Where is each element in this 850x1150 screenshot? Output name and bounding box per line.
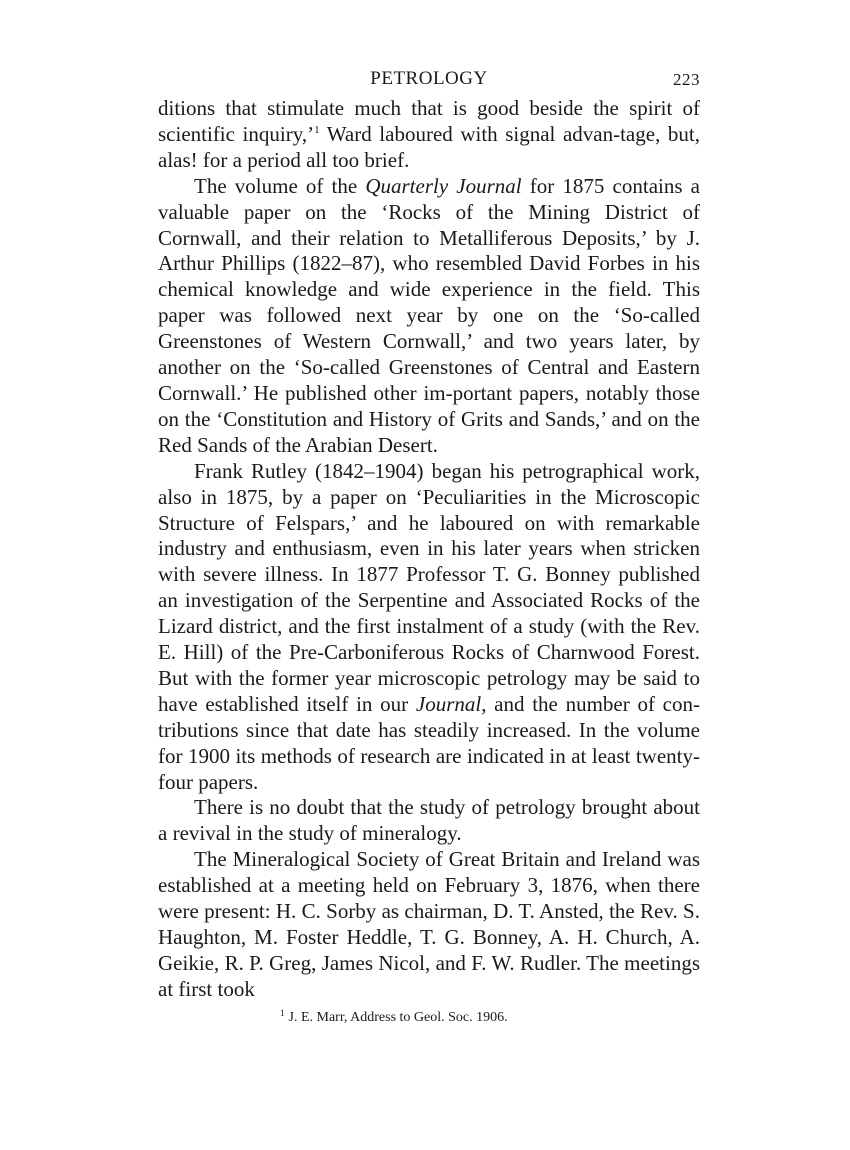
paragraph	[158, 459, 700, 796]
italic-title-text: Journal	[415, 691, 482, 716]
paragraph-text: The Mineralogical Society of Great Britain and Ireland was established at a meeting held on February 3, 1876, when there were present: H. C. Sorby as chairman, D. T. Ansted, the Rev. S. Haughton, M. Foster Heddle, T. G. Bonney, A. H. Church, A. Geikie, R. P. Greg, James Nicol, and F. W. Rudler. The meetings at first took	[158, 847, 700, 1001]
paragraph-text: The volume of the	[194, 173, 366, 198]
footnote-text: J. E. Marr, Address to Geol. Soc. 1906.	[288, 1009, 508, 1025]
footnote-reference: 1	[314, 123, 320, 136]
page-title: PETROLOGY	[370, 68, 488, 89]
book-page	[158, 62, 700, 1027]
paragraph	[158, 795, 700, 847]
paragraph-text: ditions that stimulate much that is good beside the spirit of scientific inquiry,’	[158, 96, 700, 146]
paragraph-text: Frank Rutley (1842–1904) began his petrographical work, also in 1875, by a paper on ‘Peculiarities in the Microscopic Structure of Felspars,’ and he laboured on with remarkable industry and enthusiasm, even in his later years when stricken with severe illness. In 1877 Professor T. G. Bonney published an investigation of the Serpentine and Associated Rocks of the Lizard district, and the first instalment of a study (with the Rev. E. Hill) of the Pre-Carboniferous Rocks of Charnwood Forest. But with the former year microscopic petrology may be said to have established itself in our	[158, 458, 700, 716]
body-text	[158, 96, 700, 1003]
paragraph-text: There is no doubt that the study of petrology brought about a revival in the study of mineralogy.	[158, 795, 700, 846]
paragraph	[158, 96, 700, 174]
paragraph	[158, 847, 700, 1002]
italic-title-text: Quarterly Journal	[365, 173, 522, 198]
paragraph-text: Ward laboured with signal advan-tage, but, alas! for a period all too brief.	[158, 121, 700, 172]
running-head	[158, 62, 700, 96]
paragraph-text: , and the number of con-tributions since that date has steadily increased. In the volume for 1900 its methods of research are indicated in at least twenty-four papers.	[158, 691, 700, 794]
footnote	[158, 1009, 700, 1027]
footnote-marker: 1	[280, 1007, 285, 1018]
paragraph-text: for 1875 contains a valuable paper on the ‘Rocks of the Mining District of Cornwall, and their relation to Metalliferous Deposits,’ by J. Arthur Phillips (1822–87), who resembled David Forbes in his chemical knowledge and wide experience in the field. This paper was followed next year by one on the ‘So-called Greenstones of Western Cornwall,’ and two years later, by another on the ‘So-called Greenstones of Central and Eastern Cornwall.’ He published other im-portant papers, notably those on the ‘Constitution and History of Grits and Sands,’ and on the Red Sands of the Arabian Desert.	[158, 173, 700, 457]
page-number: 223	[673, 70, 700, 89]
paragraph	[158, 174, 700, 459]
